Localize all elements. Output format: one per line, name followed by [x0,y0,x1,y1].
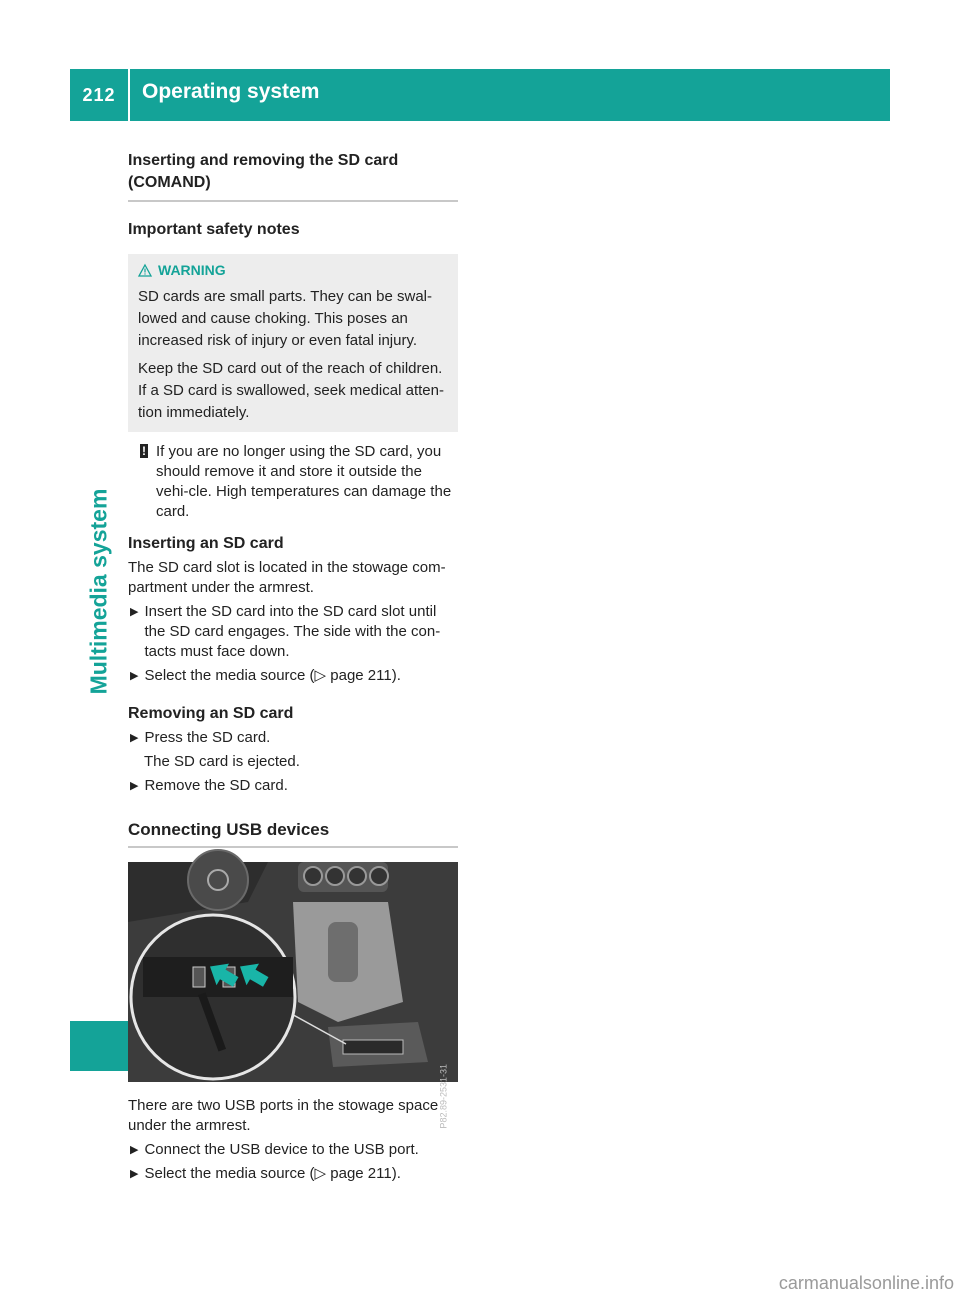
list-item [130,1164,458,1184]
header-divider [128,69,130,121]
side-tab-label: Multimedia system [85,488,112,694]
step-text: Press the SD card. [144,729,271,746]
list-item [130,602,458,662]
step-arrow-icon: ▶ [130,670,139,682]
warning-paragraph-1: SD cards are small parts. They can be swal-lowed and cause choking. This poses an increased risk of injury or even fatal injury. [138,288,433,349]
warning-title [138,260,450,280]
warning-box [128,254,458,432]
exclamation-note-icon: ! [142,444,146,458]
note-text: If you are no longer using the SD card, you should remove it and store it outside the vehi-cle. High temperatures can damage the card. [156,443,452,520]
step-text: Insert the SD card into the SD card slot until the SD card engages. The side with the con-tacts must face down. [144,603,441,660]
section-title: Operating system [142,80,320,103]
removing-heading: Removing an SD card [128,705,294,722]
usb-text: There are two USB ports in the stowage space under the armrest. [128,1097,439,1134]
console-illustration [128,862,458,1082]
page-number: 212 [82,84,116,105]
list-item [130,776,458,796]
step-text: Select the media source (▷ page 211). [144,667,401,684]
page-header [70,69,890,121]
warning-paragraph-2: Keep the SD card out of the reach of children. If a SD card is swallowed, seek medical atten-tion immediately. [138,360,444,421]
step-arrow-icon: ▶ [130,1168,139,1180]
list-item [130,1140,458,1160]
side-tab [70,121,128,1071]
step-result: The SD card is ejected. [144,753,300,770]
inserting-text: The SD card slot is located in the stowage com-partment under the armrest. [128,559,446,596]
inserting-heading: Inserting an SD card [128,535,284,552]
step-text: Select the media source (▷ page 211). [144,1165,401,1182]
usb-heading: Connecting USB devices [128,820,458,848]
step-text: Connect the USB device to the USB port. [144,1141,419,1158]
step-arrow-icon: ▶ [130,606,139,618]
side-tab-block [70,1021,128,1071]
side-tab-label-wrap [70,411,128,771]
step-arrow-icon: ▶ [130,1144,139,1156]
safety-notes-heading: Important safety notes [128,221,300,238]
watermark: carmanualsonline.info [778,1273,954,1293]
sd-card-heading: Inserting and removing the SD card (COMAND) [128,150,458,202]
figure-code: P82.89-2531-31 [439,1064,449,1129]
warning-label: WARNING [158,262,226,278]
warning-triangle-icon [138,264,152,277]
list-item [130,666,458,686]
step-arrow-icon: ▶ [130,732,139,744]
list-item [130,728,458,748]
note [128,442,458,522]
step-arrow-icon: ▶ [130,780,139,792]
main-content [128,150,458,1188]
step-text: Remove the SD card. [144,777,288,794]
